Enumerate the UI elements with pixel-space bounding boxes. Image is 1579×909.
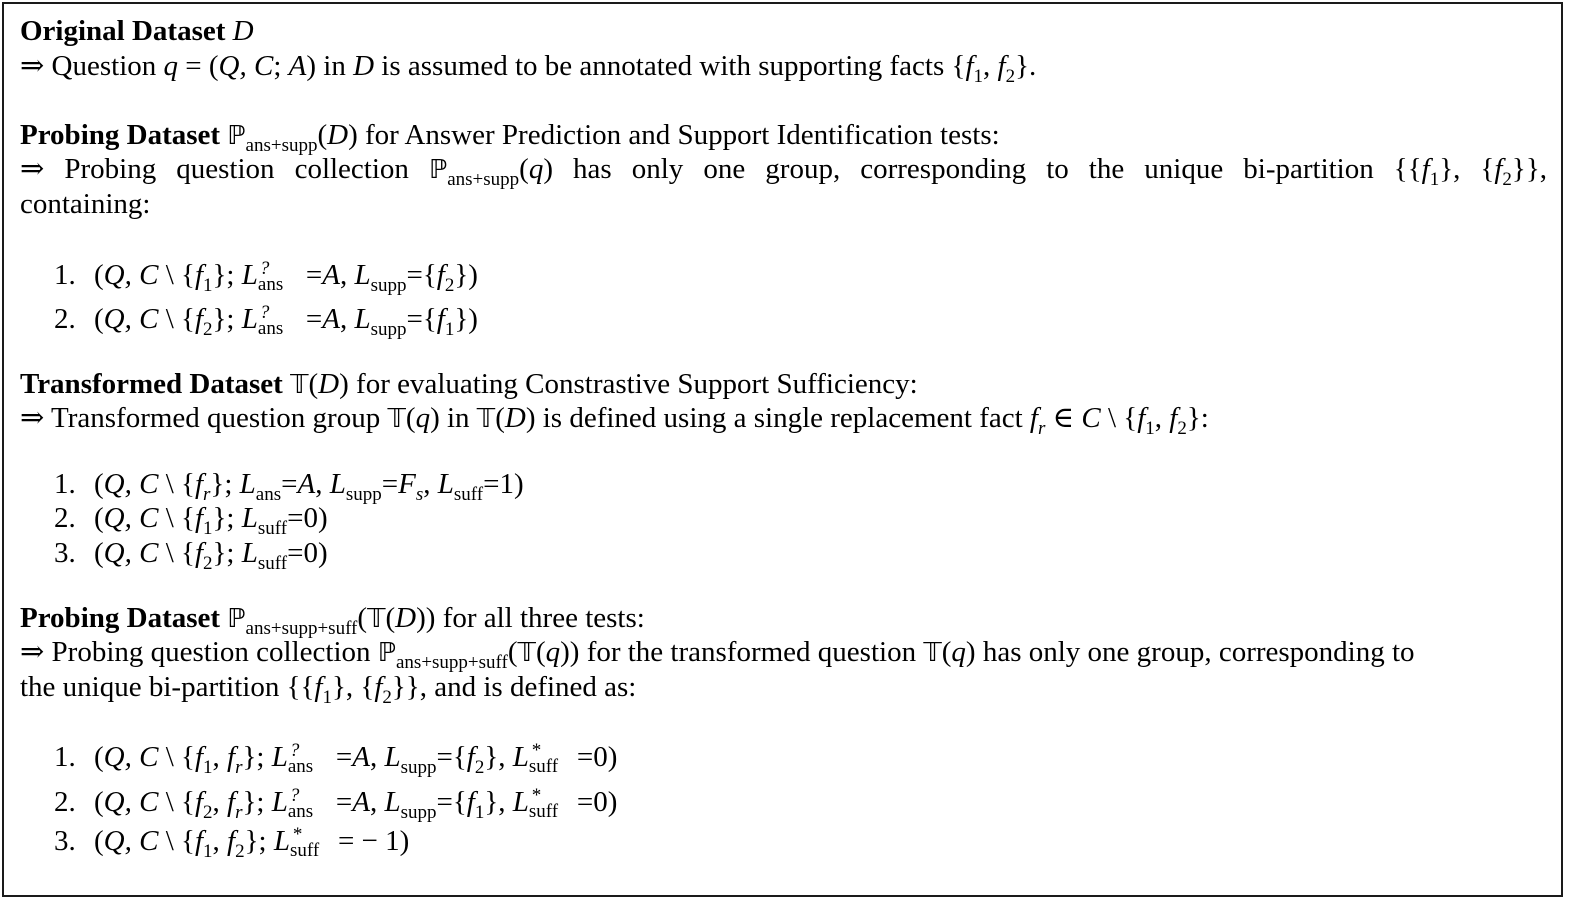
- dataset-symbol: D: [232, 15, 254, 47]
- probing-dataset-1-line2: containing:: [20, 188, 151, 220]
- transformed-dataset-heading: Transformed Dataset: [20, 368, 283, 400]
- probing-dataset-2-title-rest: for all three tests:: [435, 602, 645, 634]
- original-dataset-title: [20, 14, 1547, 48]
- original-dataset-heading: Original Dataset: [20, 15, 226, 47]
- probing-dataset-2-line2: the unique bi-partition {$\{f_1\}$, $\{f_2\}$}, and is defined as:: [20, 671, 637, 708]
- transformed-dataset-title-rest: for evaluating Constrastive Support Sufficiency:: [348, 368, 918, 400]
- transformed-item-2: 2. (Q, C \ $\{f_1\}$; $L_{suff}=0$): [54, 502, 328, 539]
- probing-1-item-2: 2. (Q, C \ $\{f_2\}$; L ? ans =A, $L_{supp}=\{f_1\}$): [54, 302, 478, 340]
- probing-2-item-2: 2. (Q, C \ {$f_2$, $f_r$}; L ? ans =A, $L_{supp}=\{f_1\}$, L * suff =0): [54, 785, 618, 823]
- probing-dataset-2-heading: Probing Dataset: [20, 602, 221, 634]
- probing-dataset-1-title: Probing Dataset ℙ$_{ans+supp}$(D) for Answer Prediction and Support Identification tests:: [20, 119, 1000, 156]
- transformed-item-1: 1. (Q, C \ $\{f_r\}$; $L_{ans}=A$, $L_{supp}=F_s$, $L_{suff}=1$): [54, 468, 524, 505]
- probing-1-item-1: 1. (Q, C \ $\{f_1\}$; L ? ans =A, $L_{supp}=\{f_2\}$): [54, 258, 478, 296]
- transformed-dataset-line1: ⇒ Transformed question group 𝕋(q) in 𝕋(D) is defined using a single replacement fact $f_r$ ∈ C \ {$f_1$, $f_2$}:: [20, 402, 1209, 439]
- probing-dataset-1-title-rest: for Answer Prediction and Support Identification tests:: [357, 119, 1000, 151]
- probing-dataset-1-heading: Probing Dataset: [20, 119, 221, 151]
- transformed-dataset-title: Transformed Dataset 𝕋(D) for evaluating Constrastive Support Sufficiency:: [20, 368, 918, 400]
- probing-dataset-1-line1: ⇒ Probing question collection ℙ$_{ans+supp}$(q) has only one group, corresponding to the unique bi-partition {$\{f_1\}$, $\{f_2\}$},: [20, 153, 1548, 190]
- probing-2-item-1: 1. (Q, C \ {$f_1$, $f_r$}; L ? ans =A, $L_{supp}=\{f_2\}$, L * suff =0): [54, 740, 618, 778]
- probing-2-item-3: 3. (Q, C \ {$f_1$, $f_2$}; L * suff = − 1): [54, 824, 410, 862]
- original-dataset-line: ⇒ Question q = (Q, C; A) in D is assumed to be annotated with supporting facts {$f_1$, $f_2$}.: [20, 50, 1037, 87]
- transformed-item-3: 3. (Q, C \ $\{f_2\}$; $L_{suff}=0$): [54, 537, 328, 574]
- probing-dataset-2-line1: ⇒ Probing question collection ℙ$_{ans+supp+suff}$(𝕋(q)) for the transformed question 𝕋(q) has only one group, corresponding to: [20, 636, 1415, 673]
- probing-dataset-2-title: Probing Dataset ℙ$_{ans+supp+suff}$(𝕋(D)) for all three tests:: [20, 602, 645, 639]
- figure-frame: [2, 2, 1563, 897]
